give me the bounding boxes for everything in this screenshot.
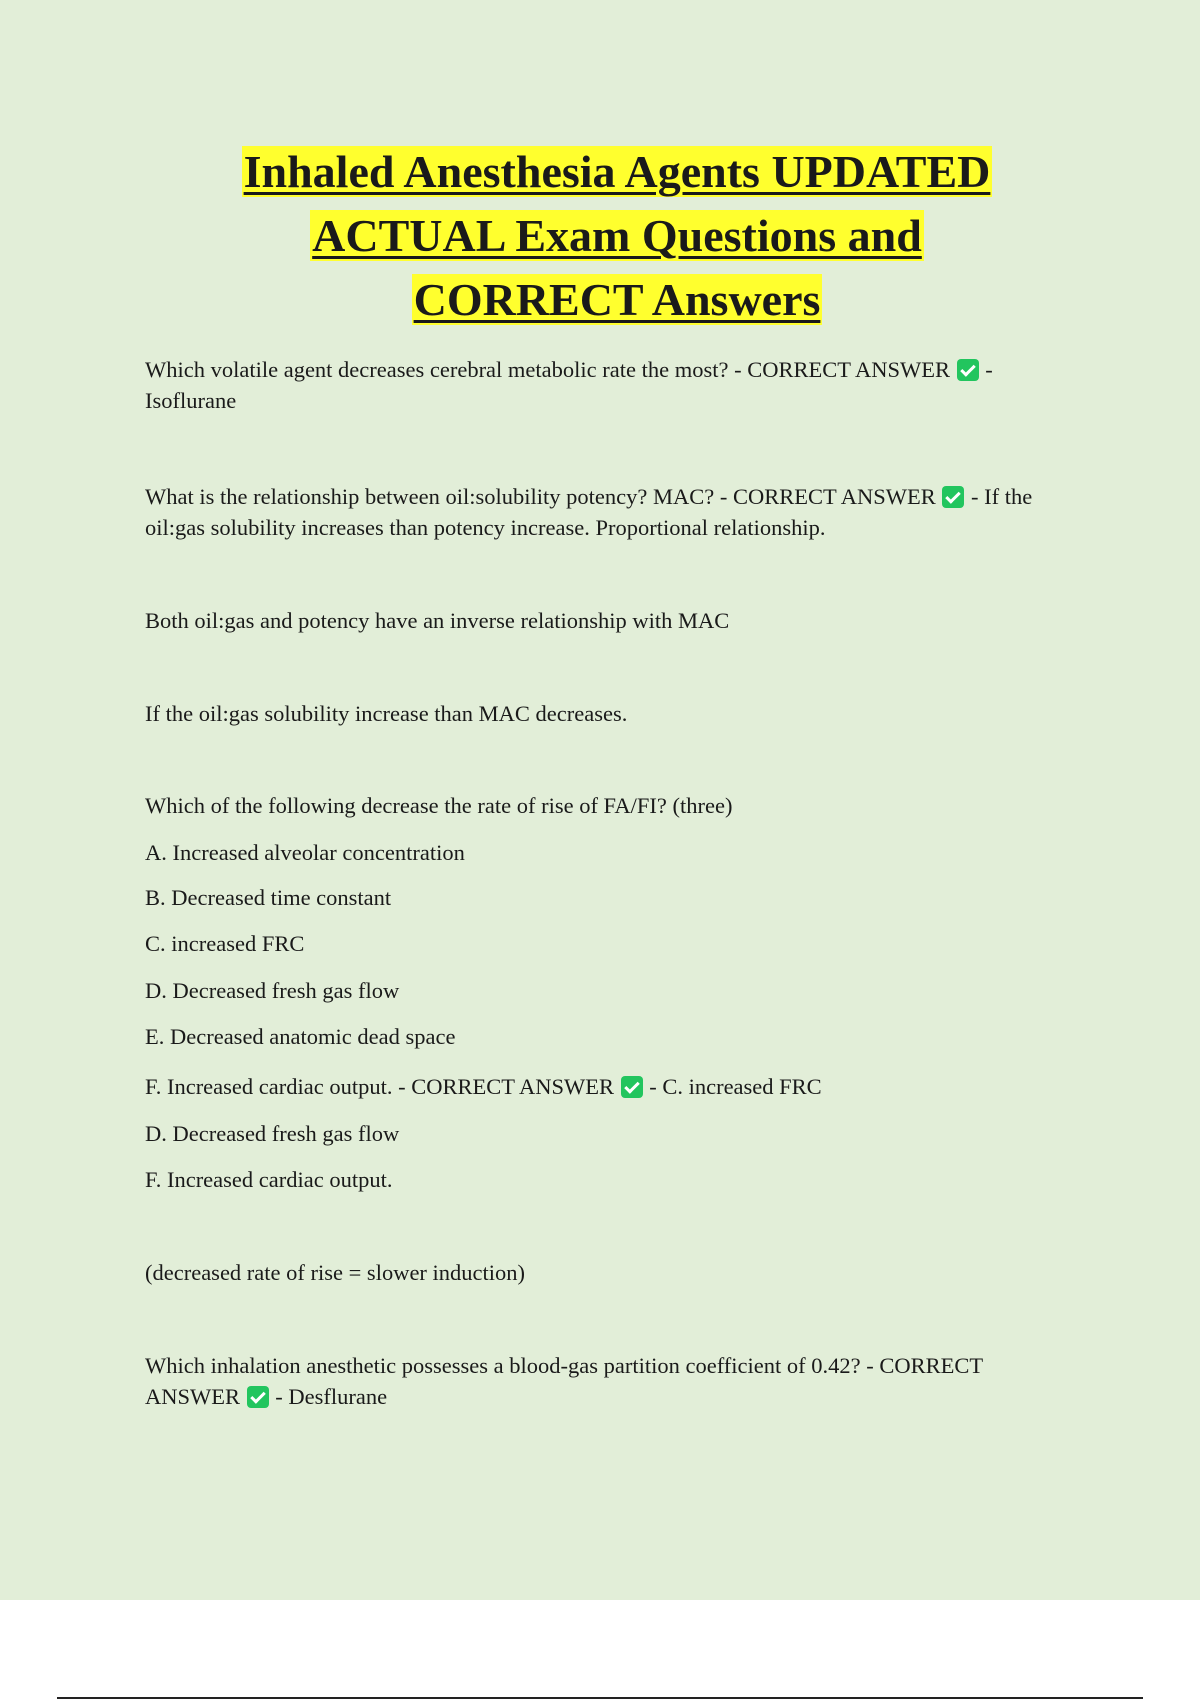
footer-divider: [57, 1697, 1143, 1699]
option-b: B. Decreased time constant: [145, 885, 392, 910]
option-c: C. increased FRC: [145, 931, 305, 956]
answer-text: - C. increased FRC: [649, 1074, 822, 1099]
answer-line-d: D. Decreased fresh gas flow: [145, 1121, 400, 1146]
correct-answer-label: CORRECT ANSWER: [747, 357, 950, 382]
answer-line-f: F. Increased cardiac output.: [145, 1167, 393, 1192]
correct-answer-label: CORRECT ANSWER: [733, 484, 936, 509]
correct-answer-label: CORRECT ANSWER: [411, 1074, 614, 1099]
document-title: [145, 140, 1089, 332]
question-text: Which inhalation anesthetic possesses a blood-gas partition coefficient of 0.42? -: [145, 1353, 874, 1378]
option-e: E. Decreased anatomic dead space: [145, 1024, 456, 1049]
correct-answer-label: CORRECT ANSWER: [145, 1353, 983, 1409]
check-badge-icon: [247, 1386, 269, 1408]
note-inverse-relationship: Both oil:gas and potency have an inverse relationship with MAC: [145, 608, 730, 633]
qa-item-last: [145, 1350, 1080, 1412]
answer-text: - If the oil:gas solubility increases than potency increase. Proportional relationship.: [145, 484, 1033, 540]
note-mac-decreases: If the oil:gas solubility increase than MAC decreases.: [145, 701, 628, 726]
check-badge-icon: [957, 359, 979, 381]
title-line-2: ACTUAL Exam Questions and: [312, 210, 922, 261]
note-slower-induction: (decreased rate of rise = slower induction): [145, 1260, 526, 1285]
question-text: Which volatile agent decreases cerebral metabolic rate the most? -: [145, 357, 742, 382]
answer-text: - Isoflurane: [145, 357, 993, 413]
qa-item-2: [145, 481, 1080, 543]
multi-question-stem: Which of the following decrease the rate of rise of FA/FI? (three): [145, 793, 733, 818]
option-f: F. Increased cardiac output. -: [145, 1074, 406, 1099]
check-badge-icon: [942, 486, 964, 508]
option-f-with-answer: [145, 1071, 1080, 1102]
option-d: D. Decreased fresh gas flow: [145, 978, 400, 1003]
option-a: A. Increased alveolar concentration: [145, 840, 465, 865]
qa-item-1: [145, 354, 1080, 416]
answer-text: - Desflurane: [275, 1384, 388, 1409]
title-line-1: Inhaled Anesthesia Agents UPDATED: [243, 146, 991, 197]
question-text: What is the relationship between oil:solubility potency? MAC? -: [145, 484, 728, 509]
title-line-3: CORRECT Answers: [413, 274, 821, 325]
check-badge-icon: [621, 1076, 643, 1098]
